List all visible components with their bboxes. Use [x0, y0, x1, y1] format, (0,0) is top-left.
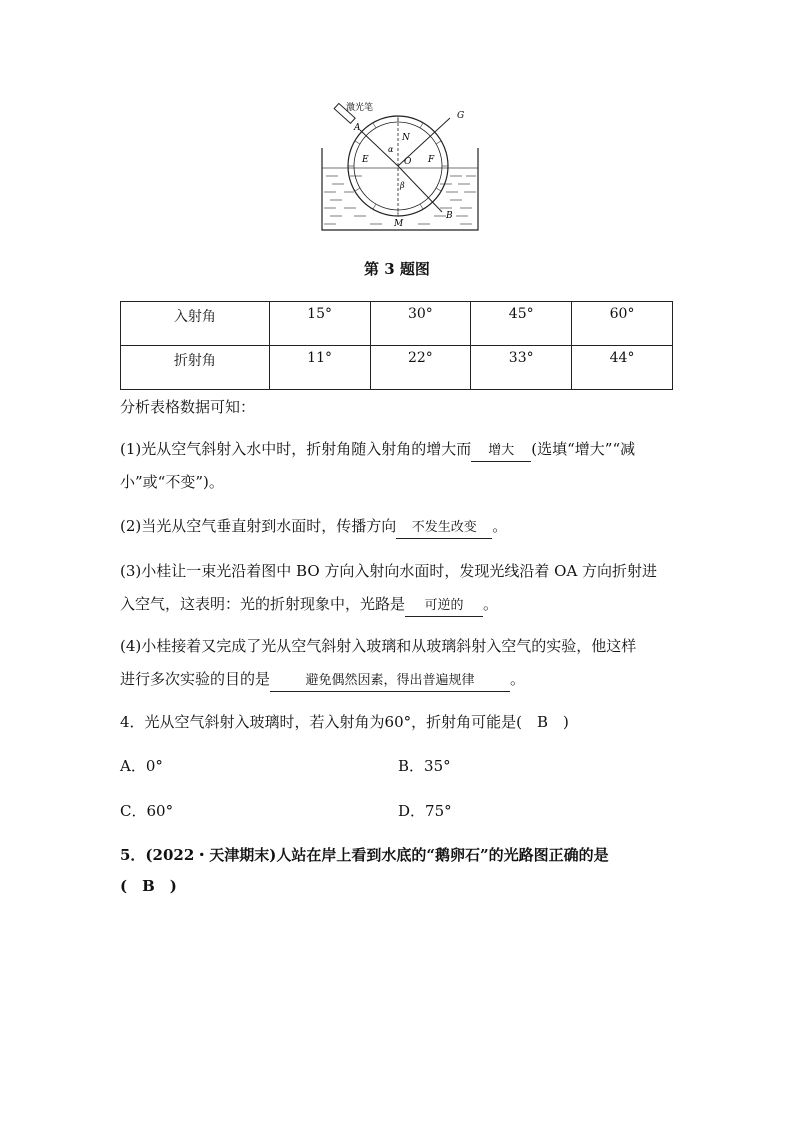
q3-line2: 入空气，这表明：光的折射现象中，光路是 可逆的 。 [120, 594, 498, 617]
q4sub-line2: 进行多次实验的目的是 避免偶然因素，得出普遍规律 。 [120, 669, 525, 692]
table-cell: 33° [471, 346, 572, 390]
refraction-experiment-figure [310, 100, 490, 235]
label-laser: 激光笔 [346, 103, 374, 113]
svg-text:E: E [362, 155, 369, 165]
table-cell: 11° [269, 346, 370, 390]
svg-text:β: β [400, 181, 405, 190]
question4-stem: 4．光从空气斜射入玻璃时，若入射角为60°，折射角可能是( B ) [120, 713, 569, 731]
row-header: 入射角 [121, 302, 270, 346]
svg-text:G: G [457, 111, 465, 121]
question5-line1: 5．(2022・天津期末)人站在岸上看到水底的“鹅卵石”的光路图正确的是 [120, 846, 609, 864]
table-row [121, 346, 673, 390]
q3-line1: (3)小桂让一束光沿着图中 BO 方向入射向水面时，发现光线沿着 OA 方向折射进 [120, 562, 658, 580]
table-cell: 45° [471, 302, 572, 346]
svg-text:F: F [428, 155, 435, 165]
svg-text:A: A [354, 123, 361, 133]
option-c: C．60° [120, 802, 174, 820]
q4sub-line1: (4)小桂接着又完成了光从空气斜射入玻璃和从玻璃斜射入空气的实验，他这样 [120, 637, 637, 655]
figure-caption: 第 3 题图 [364, 260, 430, 278]
q2-answer: 不发生改变 [396, 518, 492, 539]
option-d: D．75° [398, 802, 452, 820]
table-cell: 60° [572, 302, 673, 346]
question5-line2: ( B ) [120, 877, 177, 895]
table-cell: 15° [269, 302, 370, 346]
q1-answer: 增大 [471, 441, 531, 462]
row-header: 折射角 [121, 346, 270, 390]
q1-line2: 小”或“不变”)。 [120, 473, 224, 491]
angle-table [120, 301, 673, 390]
q1-line1: (1)光从空气斜射入水中时，折射角随入射角的增大而 增大 (选填“增大”“减 [120, 439, 635, 462]
q3-answer: 可逆的 [405, 596, 483, 617]
svg-text:M: M [394, 219, 404, 229]
table-cell: 44° [572, 346, 673, 390]
table-row [121, 302, 673, 346]
svg-text:N: N [402, 133, 410, 143]
q2-line: (2)当光从空气垂直射到水面时，传播方向 不发生改变 。 [120, 516, 507, 539]
option-b: B．35° [398, 757, 451, 775]
q4sub-answer: 避免偶然因素，得出普遍规律 [270, 671, 510, 692]
analysis-intro: 分析表格数据可知： [120, 398, 256, 416]
table-cell: 30° [370, 302, 471, 346]
table-cell: 22° [370, 346, 471, 390]
svg-text:α: α [388, 145, 394, 154]
svg-text:B: B [446, 211, 453, 221]
svg-text:O: O [404, 157, 412, 167]
option-a: A．0° [120, 757, 163, 775]
